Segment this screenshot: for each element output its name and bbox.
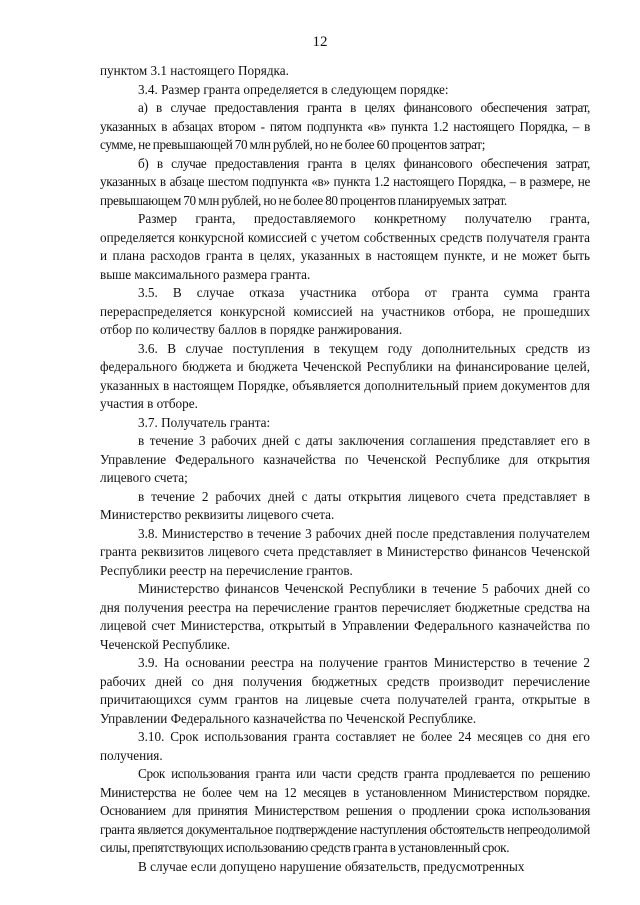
document-body (100, 62, 590, 876)
paragraph: пунктом 3.1 настоящего Порядка. (100, 63, 289, 78)
paragraph: 3.9. На основании реестра на получение грантов Министерство в течение 2 рабочих дней со дня получения бюджетных средств производит перечисление причитающихся сумм грантов на лицевые счета получателей гранта, открытые в Управлении Федерального казначейства по Чеченской Республике. (100, 655, 590, 726)
paragraph: а) в случае предоставления гранта в целях финансового обеспечения затрат, указанных в абзацах втором - пятом подпункта «в» пункта 1.2 настоящего Порядка, – в сумме, не превышающей 70 млн рублей, но не более 60 процентов затрат; (100, 100, 590, 152)
paragraph: в течение 3 рабочих дней с даты заключения соглашения представляет его в Управление Федерального казначейства по Чеченской Республике для открытия лицевого счета; (100, 433, 590, 485)
paragraph: 3.8. Министерство в течение 3 рабочих дней после представления получателем гранта реквизитов лицевого счета представляет в Министерство финансов Чеченской Республики реестр на перечисление грантов. (100, 525, 590, 578)
paragraph: б) в случае предоставления гранта в целях финансового обеспечения затрат, указанных в абзаце шестом подпункта «в» пункта 1.2 настоящего Порядка, – в размере, не превышающем 70 млн рублей, но не более 80 процентов планируемых затрат. (100, 155, 590, 208)
paragraph: В случае если допущено нарушение обязательств, предусмотренных (138, 858, 525, 874)
paragraph: Министерство финансов Чеченской Республики в течение 5 рабочих дней со дня получения реестра на перечисление грантов перечисляет бюджетные средства на лицевой счет Министерства, открытый в Управлении Федерального казначейства по Чеченской Республике. (100, 581, 590, 652)
page-number: 12 (312, 34, 328, 50)
paragraph: Размер гранта, предоставляемого конкретному получателю гранта, определяется конкурсной комиссией с учетом собственных средств получателя гранта и плана расходов гранта в целях, указанных в настоящем пункте, и не может быть выше максимального размера гранта. (100, 211, 590, 282)
paragraph: Срок использования гранта или части средств гранта продлевается по решению Министерства не более чем на 12 месяцев в установленном Министерством порядке. Основанием для принятия Министерством решения о продлении срока использования гранта является документальное подтверждение наступления обстоятельств непреодолимой силы, препятствующих использованию средств гранта в установленный срок. (100, 766, 590, 855)
paragraph: 3.5. В случае отказа участника отбора от гранта сумма гранта перераспределяется конкурсной комиссией на участников отбора, не прошедших отбор по количеству баллов в порядке ранжирования. (100, 285, 590, 337)
paragraph: 3.6. В случае поступления в текущем году дополнительных средств из федерального бюджета и бюджета Чеченской Республики на финансирование целей, указанных в настоящем Порядке, объявляется дополнительный прием документов для участия в отборе. (100, 340, 590, 411)
paragraph: 3.4. Размер гранта определяется в следующем порядке: (138, 81, 449, 97)
paragraph: в течение 2 рабочих дней с даты открытия лицевого счета представляет в Министерство реквизиты лицевого счета. (100, 488, 590, 522)
paragraph: 3.10. Срок использования гранта составляет не более 24 месяцев со дня его получения. (100, 729, 590, 763)
paragraph: 3.7. Получатель гранта: (138, 414, 271, 430)
